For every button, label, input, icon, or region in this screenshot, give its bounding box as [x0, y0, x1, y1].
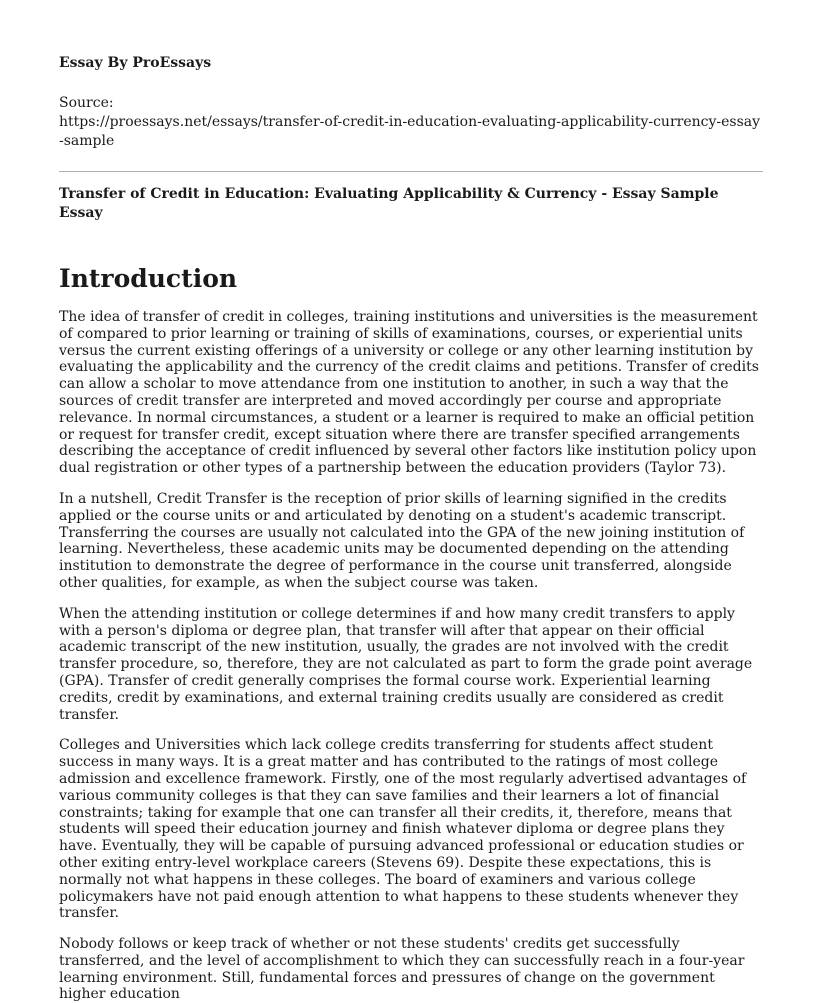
header-divider	[59, 171, 763, 172]
essay-page	[59, 0, 763, 1003]
section-heading: Introduction	[59, 264, 238, 293]
source-label: Source:	[59, 95, 114, 111]
source-url: https://proessays.net/essays/transfer-of-credit-in-education-evaluating-applicability-currency-essay-sample	[59, 114, 761, 149]
document-title: Transfer of Credit in Education: Evaluating Applicability & Currency - Essay Sample Essay	[59, 186, 719, 221]
byline: Essay By ProEssays	[59, 55, 212, 71]
paragraph: In a nutshell, Credit Transfer is the reception of prior skills of learning signified in the credits applied or the course units or and articulated by denoting on a student's academic transcript. Transferring the courses are usually not calculated into the GPA of the new joining institution of learning. Nevertheless, these academic units may be documented depending on the attending institution to demonstrate the degree of performance in the course unit transferred, alongside other qualities, for example, as when the subject course was taken.	[59, 490, 745, 591]
paragraph: Nobody follows or keep track of whether or not these students' credits get successfully transferred, and the level of accomplishment to which they can successfully reach in a four-year learning environment. Still, fundamental forces and pressures of change on the government higher education	[59, 936, 745, 1003]
paragraph: Colleges and Universities which lack college credits transferring for students affect student success in many ways. It is a great matter and has contributed to the ratings of most college admission and excellence framework. Firstly, one of the most regularly advertised advantages of various community colleges is that they can save families and their learners a lot of financial constraints; taking for example that one can transfer all their credits, it, therefore, means that students will speed their education journey and finish whatever diploma or degree plans they have. Eventually, they will be capable of pursuing advanced professional or education studies or other exiting entry-level workplace careers (Stevens 69). Despite these expectations, this is normally not what happens in these colleges. The board of examiners and various college policymakers have not paid enough attention to what happens to these students whenever they transfer.	[59, 737, 747, 922]
source-block	[59, 94, 763, 151]
paragraph: When the attending institution or college determines if and how many credit transfers to apply with a person's diploma or degree plan, that transfer will after that appear on their official academic transcript of the new institution, usually, the grades are not involved with the credit transfer procedure, so, therefore, they are not calculated as part to form the grade point average (GPA). Transfer of credit generally comprises the formal course work. Experiential learning credits, credit by examinations, and external training credits usually are considered as credit transfer.	[59, 605, 753, 723]
paragraph: The idea of transfer of credit in colleges, training institutions and universities is the measurement of compared to prior learning or training of skills of examinations, courses, or experiential units versus the current existing offerings of a university or college or any other learning institution by evaluating the applicability and the currency of the credit claims and petitions. Transfer of credits can allow a scholar to move attendance from one institution to another, in such a way that the sources of credit transfer are interpreted and moved accordingly per course and appropriate relevance. In normal circumstances, a student or a learner is required to make an official petition or request for transfer credit, except situation where there are transfer specified arrangements describing the acceptance of credit influenced by several other factors like institution policy upon dual registration or other types of a partnership between the education providers (Taylor 73).	[59, 309, 759, 477]
